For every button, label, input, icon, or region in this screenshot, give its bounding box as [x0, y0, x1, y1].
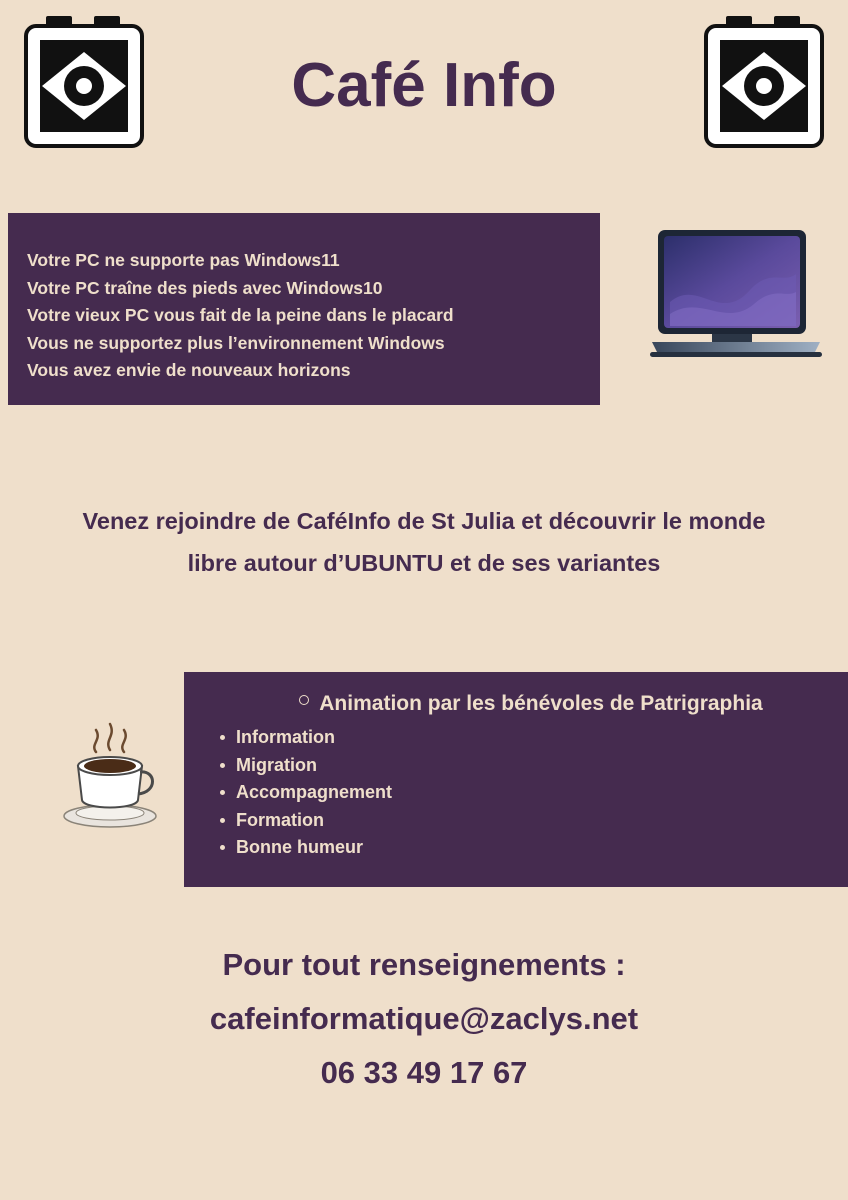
problem-line: Votre PC ne supporte pas Windows11	[27, 250, 340, 270]
list-item: Migration	[214, 752, 848, 780]
list-item: Accompagnement	[214, 779, 848, 807]
problem-line: Votre PC traîne des pieds avec Windows10	[27, 277, 383, 298]
problem-line: Votre vieux PC vous fait de la peine dans le placard	[27, 305, 454, 325]
problems-panel	[8, 213, 600, 405]
activities-list	[184, 724, 848, 862]
list-item: Bonne humeur	[214, 834, 848, 862]
coffee-cup-icon	[52, 718, 172, 838]
contact-block	[0, 938, 848, 1100]
contact-heading: Pour tout renseignements :	[222, 947, 626, 982]
list-item: Formation	[214, 807, 848, 835]
contact-phone[interactable]: 06 33 49 17 67	[320, 1055, 528, 1090]
invitation-text	[0, 500, 848, 584]
problem-line: Vous avez envie de nouveaux horizons	[27, 360, 351, 380]
activities-heading	[184, 690, 848, 718]
page-title: Café Info	[291, 51, 557, 120]
invitation-line-1: Venez rejoindre de CaféInfo de St Julia et découvrir le monde	[82, 508, 766, 534]
contact-email[interactable]: cafeinformatique@zaclys.net	[209, 1001, 639, 1036]
invitation-line-2: libre autour d’UBUNTU et de ses variantes	[187, 550, 661, 576]
activities-panel	[184, 672, 848, 887]
hollow-bullet-icon	[299, 695, 309, 705]
problem-line: Vous ne supportez plus l’environnement Windows	[27, 332, 445, 353]
list-item: Information	[214, 724, 848, 752]
camera-logo-icon-right	[702, 12, 826, 152]
poster-header	[0, 0, 848, 175]
laptop-icon	[650, 228, 822, 368]
activities-heading-label: Animation par les bénévoles de Patrigraphia	[319, 692, 763, 715]
